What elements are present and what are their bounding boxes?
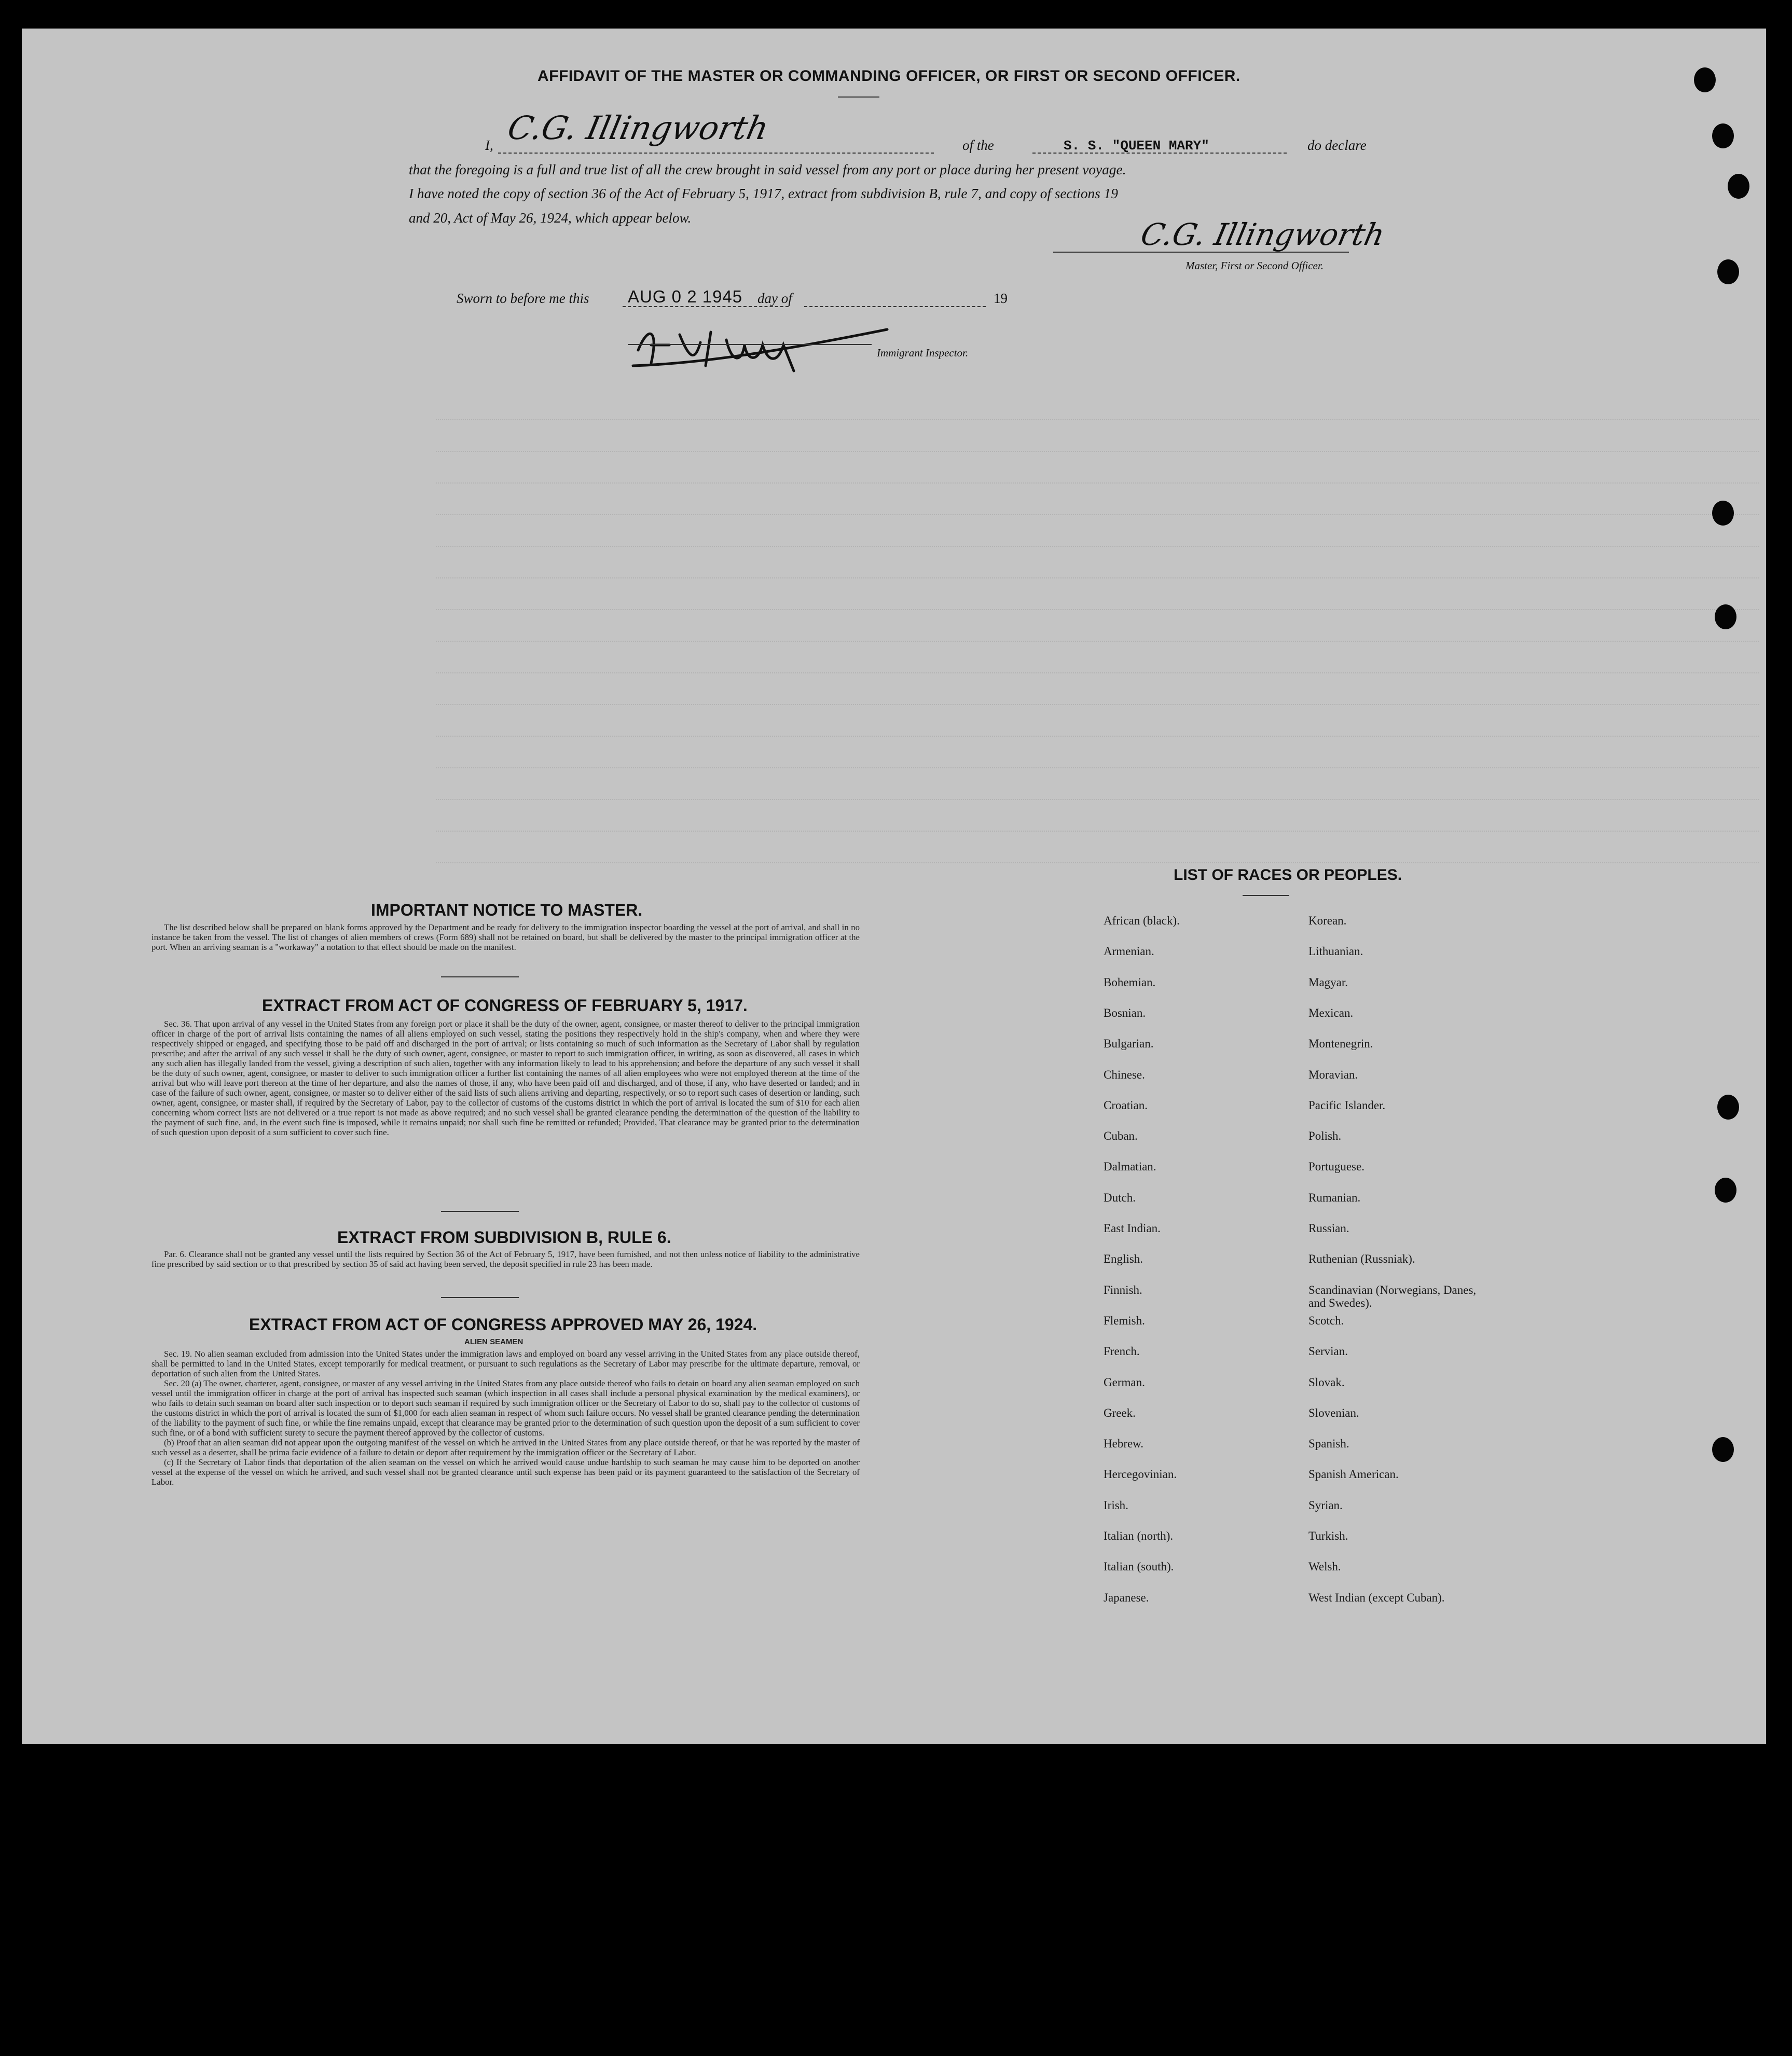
- race-item: Scotch.: [1308, 1314, 1344, 1327]
- affidavit-line-3: I have noted the copy of section 36 of the Act of February 5, 1917, extract from subdivision B, rule 7, and copy of sections 19: [409, 186, 1118, 201]
- par-6-paragraph: Par. 6. Clearance shall not be granted any vessel until the lists required by Section 36 of the Act of February 5, 1917, have been furnished, and not then unless notice of liability to the administrative fine prescribed by said section or to that prescribed by section 35 of said act having been served, the deposit specified in rule 23 has been made.: [151, 1249, 860, 1269]
- race-item: Lithuanian.: [1308, 945, 1363, 958]
- race-item: Armenian.: [1104, 945, 1154, 958]
- sworn-date-stamp: AUG 0 2 1945: [628, 287, 743, 306]
- race-item: Polish.: [1308, 1129, 1342, 1143]
- notice-body: [151, 922, 860, 952]
- race-item: Russian.: [1308, 1222, 1349, 1235]
- races-title-underline: [1243, 895, 1289, 896]
- race-item: Moravian.: [1308, 1068, 1358, 1081]
- bleed-row: [436, 737, 1759, 768]
- bleed-row: [436, 420, 1759, 452]
- race-item: Rumanian.: [1308, 1191, 1361, 1204]
- bleed-row: [436, 547, 1759, 578]
- race-item: Ruthenian (Russniak).: [1308, 1252, 1415, 1266]
- race-item: Pacific Islander.: [1308, 1098, 1386, 1112]
- punch-hole: [1712, 1437, 1734, 1462]
- sec-20c-paragraph: (c) If the Secretary of Labor finds that deportation of the alien seaman on the vessel on which he arrived would cause undue hardship to such seaman he may cause him to be deported on another vessel at the expense of the vessel on which he arrived, and such vessel shall not be granted clearance until such expense has been paid or its payment guaranteed to the satisfaction of the Secretary of Labor.: [151, 1457, 860, 1487]
- punch-hole: [1717, 259, 1739, 284]
- race-item: Finnish.: [1104, 1283, 1142, 1296]
- section-36-paragraph: Sec. 36. That upon arrival of any vessel in the United States from any foreign port or place it shall be the duty of the owner, agent, consignee, or master thereof to deliver to the principal immigration officer in charge of the port of arrival lists containing the names of all aliens employed on such vessel, stating the positions they respectively hold in the ship's company, when and where they were respectively shipped or engaged, and specifying those to be paid off and discharged in the port of arrival; or lists containing so much of such information as the Secretary of Labor shall by regulation prescribe; and after the arrival of any such vessel it shall be the duty of such owner, agent, consignee, or master to report to such immigration officer, in writing, as soon as discovered, all cases in which any such alien has illegally landed from the vessel, giving a description of such alien, together with any information likely to lead to his apprehension; and before the departure of any such vessel it shall be the duty of such owner, agent, consignee, or master to deliver to such immigration officer a further list containing the names of all alien employees who were not employed thereon at the time of the arrival but who will leave port thereon at the time of her departure, and also the names of those, if any, who have been paid off and discharged, and of those, if any, who have deserted or landed; and in case of the failure of such owner, agent, consignee, or master so to deliver either of the said lists of such aliens arriving and departing, respectively, or so to report such cases of desertion or landing, such owner, agent, consignee, or master shall, if required by the Secretary of Labor, pay to the collector of customs of the customs district in which the port of arrival is located the sum of $10 for each alien concerning whom correct lists are not delivered or a true report is not made as above required; and no such vessel shall be granted clearance pending the determination of the question of the liability to the payment of such fine, and, in the event such fine is imposed, while it remains unpaid; nor shall such fine be remitted or refunded; Provided, That clearance may be granted prior to the determination of such question upon deposit of a sum sufficient to cover such fine.: [151, 1019, 860, 1137]
- punch-hole: [1728, 174, 1749, 199]
- race-item: Mexican.: [1308, 1006, 1354, 1019]
- sec-20b-paragraph: (b) Proof that an alien seaman did not appear upon the outgoing manifest of the vessel on which he arrived in the United States from any place outside thereof, or that he was reported by the master of such vessel as a deserter, shall be prima facie evidence of a failure to detain or deport after requirement by the immigration officer or the Secretary of Labor.: [151, 1438, 860, 1457]
- race-item: Greek.: [1104, 1406, 1136, 1419]
- race-item: Montenegrin.: [1308, 1037, 1373, 1051]
- month-line: [804, 306, 986, 307]
- race-item: Japanese.: [1104, 1591, 1149, 1604]
- punch-hole: [1712, 501, 1734, 526]
- extract-1924-title: EXTRACT FROM ACT OF CONGRESS APPROVED MAY 26, 1924.: [249, 1315, 757, 1334]
- affidavit-line-2: that the foregoing is a full and true list of all the crew brought in said vessel from any port or place during her present voyage.: [409, 162, 1126, 177]
- race-item: Scandinavian (Norwegians, Danes, and Swedes).: [1308, 1283, 1477, 1309]
- race-item: Chinese.: [1104, 1068, 1145, 1081]
- affidavit-i-label: I,: [485, 137, 493, 153]
- inspector-caption: Immigrant Inspector.: [877, 347, 969, 359]
- separator: [441, 976, 519, 977]
- affidavit-title: AFFIDAVIT OF THE MASTER OR COMMANDING OFFICER, OR FIRST OR SECOND OFFICER.: [537, 67, 1240, 85]
- race-item: East Indian.: [1104, 1222, 1161, 1235]
- extract-1917-body: [151, 1019, 860, 1137]
- bleed-row: [436, 610, 1759, 642]
- race-item: Slovenian.: [1308, 1406, 1359, 1419]
- punch-hole: [1717, 1095, 1739, 1120]
- day-of-label: day of: [757, 291, 792, 306]
- master-signature: C.G. Illingworth: [1137, 217, 1388, 252]
- do-declare-label: do declare: [1307, 137, 1367, 153]
- subdivision-b-title: EXTRACT FROM SUBDIVISION B, RULE 6.: [337, 1228, 671, 1247]
- signature-name: C.G. Illingworth: [504, 109, 772, 147]
- race-item: Bohemian.: [1104, 975, 1156, 989]
- bleed-row: [436, 768, 1759, 800]
- vessel-line: [1032, 153, 1287, 154]
- race-item: Croatian.: [1104, 1098, 1148, 1112]
- sec-19-paragraph: Sec. 19. No alien seaman excluded from admission into the United States under the immigration laws and employed on board any vessel arriving in the United States from any place outside thereof, shall be permitted to land in the United States, except temporarily for medical treatment, or pursuant to such regulations as the Secretary of Labor may prescribe for the ultimate departure, removal, or deportation of such alien from the United States.: [151, 1349, 860, 1378]
- sworn-label: Sworn to before me this: [457, 291, 589, 306]
- races-title: LIST OF RACES OR PEOPLES.: [1174, 866, 1402, 884]
- race-item: French.: [1104, 1345, 1140, 1358]
- race-item: Hebrew.: [1104, 1437, 1144, 1451]
- bleed-row: [436, 642, 1759, 673]
- separator: [441, 1211, 519, 1212]
- title-underline: [838, 96, 879, 98]
- inspector-signature: [628, 314, 898, 381]
- race-item: West Indian (except Cuban).: [1308, 1591, 1445, 1604]
- bleed-row: [436, 515, 1759, 547]
- separator: [441, 1297, 519, 1298]
- alien-seamen-subtitle: ALIEN SEAMEN: [464, 1337, 523, 1346]
- race-item: Italian (north).: [1104, 1529, 1174, 1542]
- of-the-label: of the: [962, 137, 994, 153]
- extract-1924-body: [151, 1349, 860, 1487]
- subdivision-b-body: [151, 1249, 860, 1269]
- punch-hole: [1715, 1178, 1736, 1203]
- race-item: Bulgarian.: [1104, 1037, 1154, 1051]
- bleed-row: [436, 832, 1759, 863]
- bleed-row: [436, 452, 1759, 484]
- race-item: English.: [1104, 1252, 1143, 1266]
- race-item: Italian (south).: [1104, 1560, 1174, 1574]
- race-item: Bosnian.: [1104, 1006, 1146, 1019]
- punch-hole: [1712, 123, 1734, 148]
- bleed-row: [436, 800, 1759, 832]
- extract-1917-title: EXTRACT FROM ACT OF CONGRESS OF FEBRUARY 5, 1917.: [262, 996, 748, 1015]
- race-item: Dalmatian.: [1104, 1160, 1156, 1174]
- inspector-line: [628, 344, 872, 345]
- bleed-row: [436, 705, 1759, 737]
- notice-title: IMPORTANT NOTICE TO MASTER.: [371, 901, 643, 919]
- punch-hole: [1694, 67, 1716, 92]
- race-item: Portuguese.: [1308, 1160, 1364, 1174]
- race-item: Turkish.: [1308, 1529, 1348, 1542]
- race-item: Syrian.: [1308, 1498, 1343, 1512]
- race-item: Irish.: [1104, 1498, 1128, 1512]
- affidavit-line-4: and 20, Act of May 26, 1924, which appear below.: [409, 210, 692, 226]
- bleed-row: [436, 673, 1759, 705]
- year-prefix: 19: [994, 291, 1008, 306]
- race-item: Korean.: [1308, 914, 1347, 927]
- race-item: Welsh.: [1308, 1560, 1341, 1574]
- race-item: Hercegovinian.: [1104, 1468, 1177, 1481]
- race-item: German.: [1104, 1375, 1145, 1389]
- race-item: African (black).: [1104, 914, 1180, 927]
- race-item: Magyar.: [1308, 975, 1348, 989]
- race-item: Cuban.: [1104, 1129, 1138, 1143]
- name-line: [498, 153, 934, 154]
- race-item: Spanish American.: [1308, 1468, 1399, 1481]
- bleed-row: [436, 578, 1759, 610]
- race-item: Slovak.: [1308, 1375, 1345, 1389]
- master-caption: Master, First or Second Officer.: [1186, 259, 1324, 272]
- bleed-row: [436, 389, 1759, 420]
- race-item: Servian.: [1308, 1345, 1348, 1358]
- sec-20a-paragraph: Sec. 20 (a) The owner, charterer, agent, consignee, or master of any vessel arriving in the United States from any place outside thereof who fails to detain on board any alien seaman employed on such vessel until the immigration officer in charge at the port of arrival has inspected such seaman (which inspection in all cases shall include a personal physical examination by the medical examiners), or who fails to detain such seaman on board after such inspection or to deport such seaman if required by such immigration officer or the Secretary of Labor to do so, shall pay to the collector of customs of the customs district in which the port of arrival is located the sum of $1,000 for each alien seaman in respect of whom such failure occurs. No vessel shall be granted clearance pending the determination of the liability to the payment of such fine, or while the fine remains unpaid, except that clearance may be granted prior to the determination of such question upon the deposit of a sum sufficient to cover such fine, or of a bond with sufficient surety to secure the payment thereof approved by the collector of customs.: [151, 1378, 860, 1438]
- bleed-row: [436, 484, 1759, 515]
- notice-paragraph: The list described below shall be prepared on blank forms approved by the Department and be ready for delivery to the immigration inspector boarding the vessel at the port of arrival, and shall in no instance be taken from the vessel. The list of changes of alien members of crews (Form 689) shall not be retained on board, but shall be delivered by the master to the principal immigration officer at the port. When an arriving seaman is a "workaway" a notation to that effect should be made on the manifest.: [151, 922, 860, 952]
- punch-hole: [1715, 604, 1736, 629]
- race-item: Dutch.: [1104, 1191, 1136, 1204]
- race-item: Spanish.: [1308, 1437, 1349, 1451]
- race-item: Flemish.: [1104, 1314, 1145, 1327]
- vessel-name: S. S. "QUEEN MARY": [1064, 138, 1209, 154]
- bleed-through-text: [436, 358, 1759, 809]
